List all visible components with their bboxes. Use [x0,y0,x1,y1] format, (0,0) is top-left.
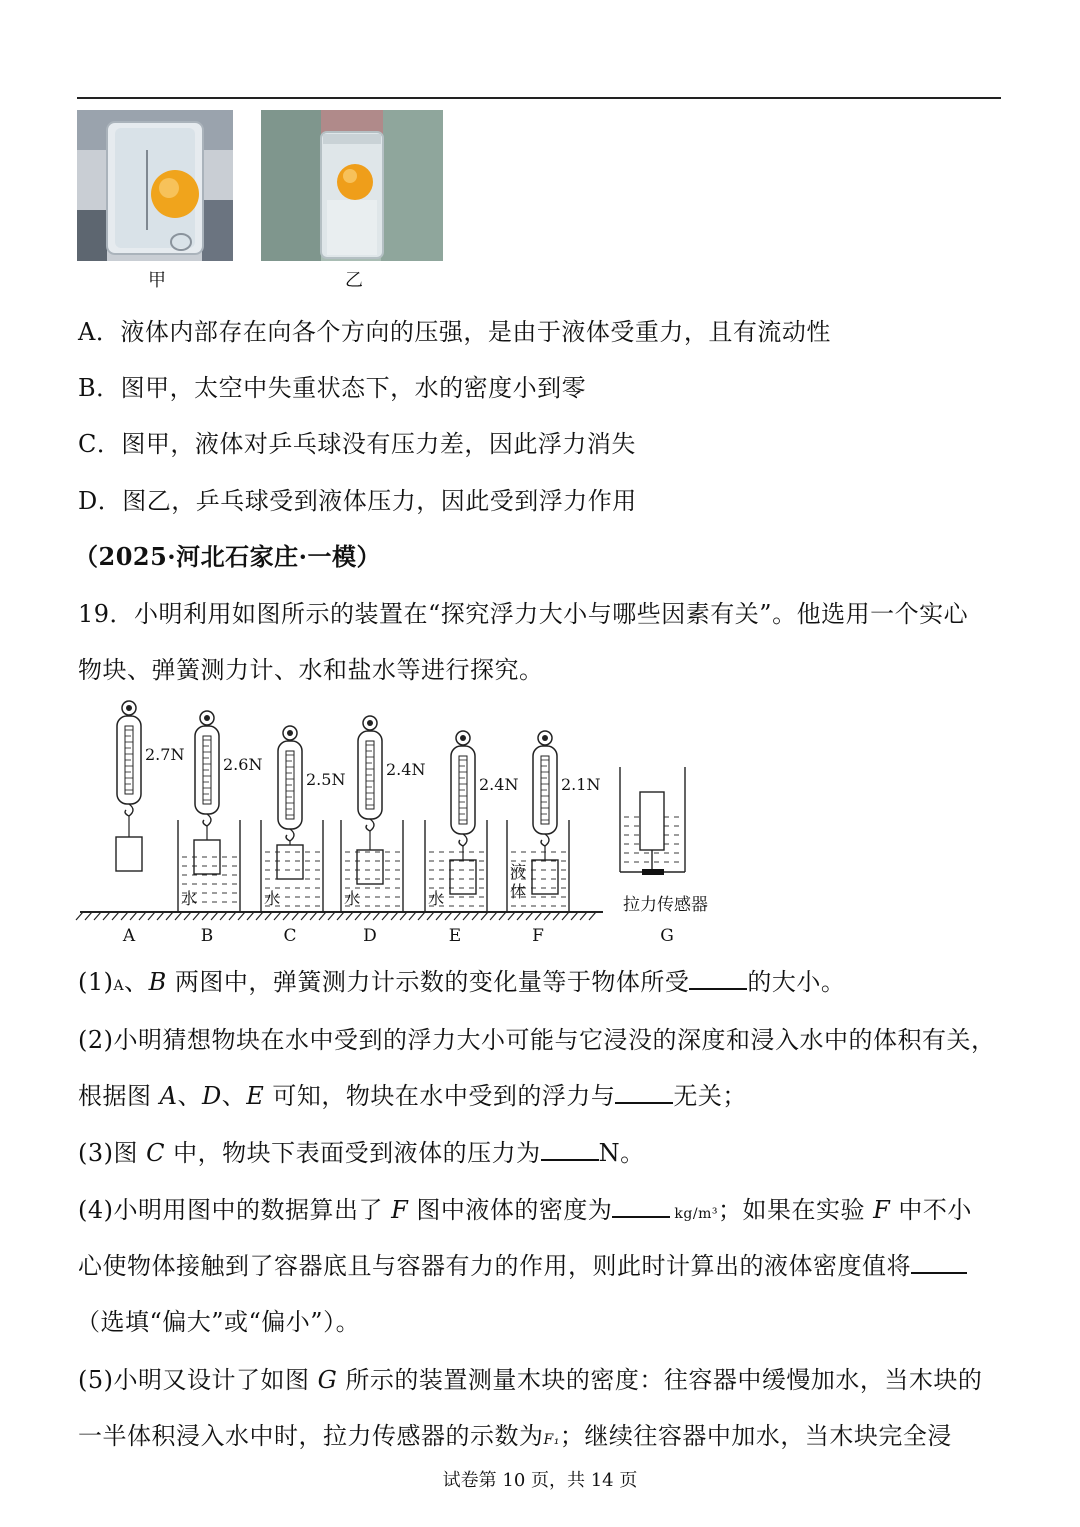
wood-block-g [640,792,664,850]
spring-scale-b [178,711,262,912]
figure-label-a: A [122,926,136,946]
photo-jia [77,110,233,261]
object-block-a [116,837,142,871]
reading-c: 2.5N [306,770,346,789]
liquid-label-c: 水 [264,889,281,908]
spring-scale-f [507,731,600,912]
reading-b: 2.6N [223,755,263,774]
setup-g [620,767,708,915]
figure-label-e: E [448,926,462,946]
question-stem-line2: 物块、弹簧测力计、水和盐水等进行探究。 [78,656,544,684]
figure-label-f: F [532,926,544,946]
part-2-line2: 根据图 A、D、E 可知，物块在水中受到的浮力与 无关； [78,1082,747,1110]
figure-label-g: G [660,926,674,946]
spring-scale-c [261,726,345,912]
part-5-line2: 一半体积浸入水中时，拉力传感器的示数为F₁；继续往容器中加水，当木块完全浸 [78,1422,952,1450]
top-divider [77,97,1001,99]
reading-f: 2.1N [561,775,601,794]
sensor-label: 拉力传感器 [623,895,708,915]
figure-label-b: B [200,926,214,946]
figure-label-d: D [363,926,377,946]
answer-blank-4a[interactable] [612,1194,670,1218]
liquid-label-f-2: 体 [510,882,527,901]
part-2-line1: (2)小明猜想物块在水中受到的浮力大小可能与它浸没的深度和浸入水中的体积有关， [78,1026,996,1054]
part-3: (3)图 C 中，物块下表面受到液体的压力为 N。 [78,1139,645,1167]
answer-blank-3[interactable] [541,1137,599,1161]
option-c: C．图甲，液体对乒乓球没有压力差，因此浮力消失 [78,430,636,458]
reading-d: 2.4N [386,760,426,779]
object-block-c [277,845,303,879]
reading-a: 2.7N [145,745,185,764]
spring-scale-a [116,701,184,871]
figure-label-c: C [283,926,297,946]
page-footer: 试卷第 10 页，共 14 页 [442,1470,638,1491]
liquid-label-e: 水 [428,889,445,908]
part-4-line3: （选填“偏大”或“偏小”）。 [76,1308,361,1336]
photo-caption-jia: 甲 [148,270,166,291]
liquid-label-f: 液 [510,862,527,881]
liquid-label-d: 水 [344,889,361,908]
object-block-e [450,860,476,894]
apparatus-figure [75,692,735,952]
answer-blank-2[interactable] [615,1080,673,1104]
part-4-line1: (4)小明用图中的数据算出了 F 图中液体的密度为 kg/m³；如果在实验 F 中不小 [78,1196,972,1224]
reading-e: 2.4N [479,775,519,794]
photo-yi [261,110,443,261]
part-4-line2: 心使物体接触到了容器底且与容器有力的作用，则此时计算出的液体密度值将 [78,1246,967,1281]
question-source: （2025·河北石家庄·一模） [74,542,382,571]
part-1: (1)A、B 两图中，弹簧测力计示数的变化量等于物体所受 的大小。 [78,968,846,996]
liquid-label-b: 水 [181,889,198,908]
object-block-f [532,860,558,894]
option-b: B．图甲，太空中失重状态下，水的密度小到零 [78,374,587,402]
spring-scale-e [425,731,518,912]
spring-scale-d [341,716,425,912]
photo-caption-yi: 乙 [345,270,363,291]
force-sensor [642,869,664,875]
answer-blank-4b[interactable] [911,1250,967,1274]
option-d: D．图乙，乒乓球受到液体压力，因此受到浮力作用 [78,487,637,515]
option-a: A．液体内部存在向各个方向的压强，是由于液体受重力，且有流动性 [78,318,831,346]
question-stem-line1: 19．小明利用如图所示的装置在“探究浮力大小与哪些因素有关”。他选用一个实心 [78,600,969,628]
answer-blank-1[interactable] [689,966,747,990]
part-5-line1: (5)小明又设计了如图 G 所示的装置测量木块的密度：往容器中缓慢加水，当木块的 [78,1366,983,1394]
